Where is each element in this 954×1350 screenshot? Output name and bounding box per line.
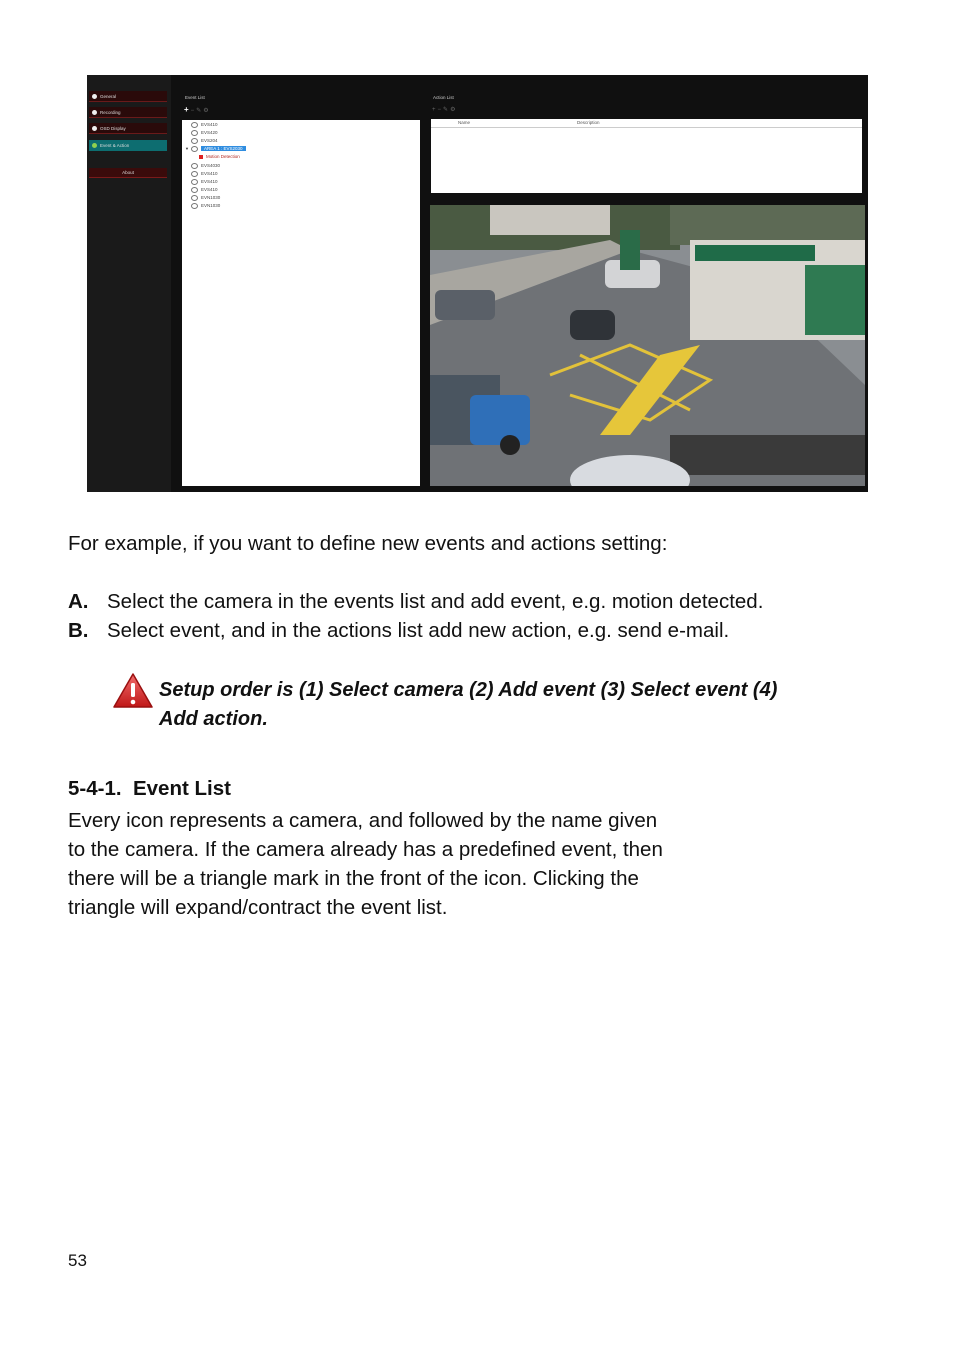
settings-action-icon[interactable]: ⚙ (450, 107, 458, 113)
camera-name: EVS4030 (201, 163, 221, 168)
recording-icon (92, 110, 97, 115)
event-action-icon (92, 143, 97, 148)
paragraph-line: to the camera. If the camera already has a predefined event, then (68, 838, 663, 861)
sidebar-item-label: OSD Display (100, 126, 126, 131)
remove-event-icon[interactable]: − (190, 108, 197, 114)
paragraph-line: there will be a triangle mark in the front of the icon. Clicking the (68, 867, 639, 890)
note-line-2: Add action. (159, 708, 268, 730)
camera-icon (191, 179, 198, 185)
live-camera-view (430, 205, 865, 486)
paragraph-line: triangle will expand/contract the event list. (68, 896, 448, 919)
sidebar-item-osd-display[interactable] (89, 123, 167, 134)
camera-icon (191, 138, 198, 144)
intro-text: For example, if you want to define new events and actions setting: (68, 532, 668, 555)
section-number: 5-4-1. (68, 777, 122, 800)
event-item[interactable] (199, 153, 240, 160)
expand-triangle-icon[interactable]: ▼ (185, 146, 189, 151)
sidebar-item-general[interactable] (89, 91, 167, 102)
event-list-panel (182, 120, 420, 486)
event-list-toolbar (184, 105, 211, 114)
camera-icon (191, 122, 198, 128)
camera-icon (191, 171, 198, 177)
camera-icon (191, 203, 198, 209)
camera-name: EVS410 (201, 122, 218, 127)
action-list-header (431, 119, 862, 128)
camera-item[interactable] (191, 202, 220, 209)
warning-triangle-icon (112, 672, 154, 710)
camera-item[interactable] (191, 186, 218, 193)
section-paragraph (68, 806, 788, 922)
step-a-marker: A. (68, 590, 89, 613)
paragraph-line: Every icon represents a camera, and followed by the name given (68, 809, 658, 832)
camera-item[interactable] (191, 121, 218, 128)
step-b-text: Select event, and in the actions list add new action, e.g. send e-mail. (107, 619, 730, 642)
action-list-toolbar (432, 106, 457, 113)
edit-action-icon[interactable]: ✎ (443, 107, 451, 113)
camera-item[interactable] (191, 178, 218, 185)
camera-item-selected[interactable] (185, 145, 246, 152)
camera-icon (191, 130, 198, 136)
camera-name: EVN1030 (201, 195, 221, 200)
about-button[interactable]: About (89, 168, 167, 178)
note-line-1: Setup order is (1) Select camera (2) Add event (3) Select event (4) (159, 679, 778, 701)
camera-name: EVS204 (201, 138, 218, 143)
section-heading (68, 777, 231, 801)
camera-icon (191, 187, 198, 193)
camera-name: EVN1030 (201, 203, 221, 208)
general-icon (92, 94, 97, 99)
event-list-title: Event List (185, 95, 205, 100)
camera-name: AREA 1 : EVS2030 (201, 146, 246, 151)
camera-item[interactable] (191, 137, 218, 144)
action-list-title: Action List (433, 95, 454, 100)
camera-item[interactable] (191, 194, 220, 201)
settings-sidebar (87, 75, 171, 492)
camera-name: EVS410 (201, 171, 218, 176)
step-b-marker: B. (68, 619, 89, 642)
camera-icon (191, 146, 198, 152)
page-number: 53 (68, 1251, 87, 1270)
event-name: Motion Detection (206, 154, 240, 159)
column-description: Description (577, 120, 600, 125)
camera-icon (191, 163, 198, 169)
camera-icon (191, 195, 198, 201)
sidebar-item-recording[interactable] (89, 107, 167, 118)
camera-item[interactable] (191, 162, 220, 169)
action-list-panel (431, 119, 862, 193)
step-a-text: Select the camera in the events list and add event, e.g. motion detected. (107, 590, 764, 613)
edit-event-icon[interactable]: ✎ (196, 108, 204, 114)
camera-name: EVS410 (201, 179, 218, 184)
motion-detection-icon (199, 155, 203, 159)
remove-action-icon[interactable]: − (437, 107, 444, 113)
sidebar-item-event-action[interactable] (89, 140, 167, 151)
street-scene-image (430, 205, 865, 486)
add-action-icon[interactable]: + (432, 107, 438, 113)
sidebar-item-label: Event & Action (100, 143, 130, 148)
settings-event-icon[interactable]: ⚙ (203, 108, 211, 114)
column-name: Name (458, 120, 471, 125)
sidebar-item-label: Recording (100, 110, 121, 115)
camera-item[interactable] (191, 170, 218, 177)
camera-name: EVS420 (201, 130, 218, 135)
camera-item[interactable] (191, 129, 218, 136)
setup-order-note (159, 676, 859, 734)
osd-display-icon (92, 126, 97, 131)
camera-name: EVS410 (201, 187, 218, 192)
add-event-icon[interactable]: + (184, 105, 191, 114)
event-action-screenshot (87, 75, 868, 492)
sidebar-item-label: General (100, 94, 117, 99)
section-title: Event List (132, 777, 231, 800)
